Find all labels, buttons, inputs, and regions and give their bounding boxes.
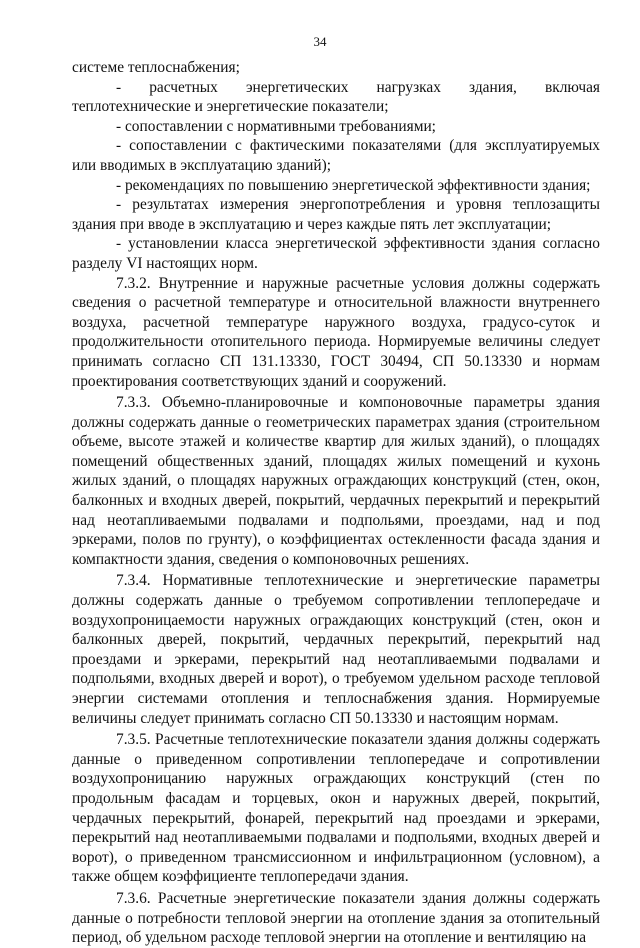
body-text (72, 58, 600, 948)
paragraph-7-3-4: 7.3.4. Нормативные теплотехнические и энергетические параметры должны содержать данные о требуемом сопротивлении теплопередаче и воздухопроницаемости наружных ограждающих конструкций (стен, окон и балконных дверей, покрытий, чердачных перекрытий, перекрытий над проездами и эркерами, перекрытий над неотапливаемыми подвалами и подпольями, входных дверей и ворот), о требуемом удельном расходе тепловой энергии системами отопления и теплоснабжения здания. Нормируемые величины следует принимать согласно СП 50.13330 и настоящим нормам. (72, 572, 600, 727)
paragraph-7-3-3: 7.3.3. Объемно-планировочные и компоновочные параметры здания должны содержать данные о геометрических параметрах здания (строительном объеме, высоте этажей и количестве квартир для жилых зданий), о площадях помещений общественных зданий, площадях жилых помещений и кухонь жилых зданий, о площадях наружных ограждающих конструкций (стен, окон, балконных и входных дверей, покрытий, чердачных перекрытий и перекрытий над неотапливаемыми подвалами и подпольями, проездами, над и под эркерами, полов по грунту), о коэффициентах остекленности фасада здания и компактности здания, сведения о компоновочных решениях. (72, 394, 600, 568)
paragraph-7-3-2: 7.3.2. Внутренние и наружные расчетные условия должны содержать сведения о расчетной температуре и относительной влажности внутреннего воздуха, расчетной температуре наружного воздуха, градусо-суток и продолжительности отопительного периода. Нормируемые величины следует принимать согласно СП 131.13330, ГОСТ 30494, СП 50.13330 и нормам проектирования соответствующих зданий и сооружений. (72, 274, 600, 390)
list-item-normative-comparison: - сопоставлении с нормативными требованиями; (116, 117, 436, 135)
list-item-recommendations: - рекомендациях по повышению энергетической эффективности здания; (116, 176, 591, 194)
paragraph-7-3-6: 7.3.6. Расчетные энергетические показатели здания должны содержать данные о потребности тепловой энергии на отопление здания за отопительный период, об удельном расходе тепловой энергии на отопление и вентиляцию на (72, 889, 600, 947)
page-number: 34 (313, 34, 327, 49)
paragraph-continuation: системе теплоснабжения; (72, 59, 240, 76)
paragraph-7-3-5: 7.3.5. Расчетные теплотехнические показатели здания должны содержать данные о приведенном сопротивлении теплопередаче и сопротивлении воздухопроницанию наружных ограждающих конструкций (стен по продольным фасадам и торцевых, окон и наружных дверей, покрытий, чердачных перекрытий, фонарей, перекрытий над проездами и эркерами, перекрытий над неотапливаемыми подвалами и подпольями, входных дверей и ворот), о приведенном трансмиссионном и инфильтрационном (условном), а также общем коэффициенте теплопередачи здания. (72, 731, 600, 886)
list-item-energy-class: - установлении класса энергетической эффективности здания согласно разделу VI настоящих норм. (72, 235, 600, 272)
list-item-actual-comparison: - сопоставлении с фактическими показателями (для эксплуатируемых или вводимых в эксплуатацию зданий); (72, 137, 600, 174)
list-item-energy-loads: - расчетных энергетических нагрузках здания, включая теплотехнические и энергетические показатели; (72, 78, 600, 116)
list-item-measurement-results: - результатах измерения энергопотребления и уровня теплозащиты здания при вводе в эксплуатацию и через каждые пять лет эксплуатации; (72, 196, 600, 233)
